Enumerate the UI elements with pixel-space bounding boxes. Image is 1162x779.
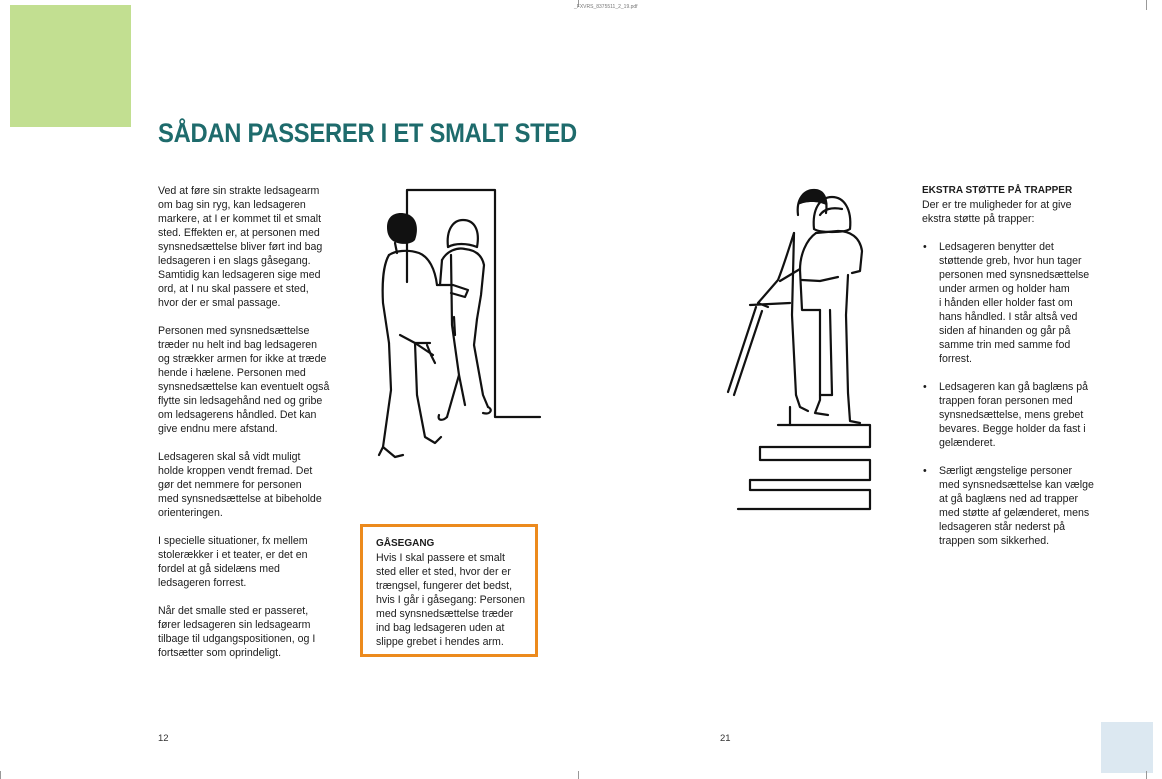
section-intro: Der er tre muligheder for at give ekstra støtte på trapper: [922, 199, 1072, 225]
callout-heading: GÅSEGANG [376, 538, 435, 549]
paragraph: Når det smalle sted er passeret, fører ledsageren sin ledsagearm tilbage til udgangspositionen, og I fortsætter som oprindeligt. [158, 605, 316, 659]
paragraph: Ledsageren skal så vidt muligt holde kroppen vendt fremad. Det gør det nemmere for personen med synsnedsættelse at bibeholde orienteringen. [158, 451, 322, 519]
page-number-right: 21 [720, 733, 731, 744]
paragraph: I specielle situationer, fx mellem stolerækker i et teater, er det en fordel at gå sidelæns med ledsageren forrest. [158, 535, 308, 589]
bullet-icon: • [923, 381, 927, 393]
blue-corner-block [1101, 722, 1153, 773]
left-column [158, 184, 353, 660]
list-item [922, 380, 1102, 450]
paragraph: Personen med synsnedsættelse træder nu helt ind bag ledsageren og strækker armen for ikke at træde hende i hælene. Personen med synsnedsættelse kan eventuelt også flytte sin ledsagehånd ned og gribe om ledsagerens håndled. Det kan give endnu mere afstand. [158, 325, 330, 435]
crop-mark [578, 771, 579, 779]
gasegang-callout-box [360, 524, 538, 657]
crop-mark [1146, 771, 1147, 779]
page-number-left: 12 [158, 733, 169, 744]
crop-mark [0, 771, 1, 779]
list-item-text: Særligt ængstelige personer med synsnedsættelse kan vælge at gå baglæns ned ad trapper med støtte af gelænderet, mens ledsageren står nederst på trappen som sikkerhed. [939, 465, 1094, 547]
bullet-list [922, 240, 1102, 548]
list-item [922, 464, 1102, 548]
page-title: SÅDAN PASSERER I ET SMALT STED [158, 118, 577, 148]
crop-mark [1146, 0, 1147, 10]
bullet-icon: • [923, 241, 927, 253]
person-guiding-through-doorway-illustration [355, 185, 545, 470]
list-item [922, 240, 1102, 366]
paragraph: Ved at føre sin strakte ledsagearm om bag sin ryg, kan ledsageren markere, at I er kommet til et smalt sted. Effekten er, at personen med synsnedsættelse bliver ført ind bag ledsageren i en slags gåsegang. Samtidig kan ledsageren sige med ord, at I nu skal passere et sted, hvor der er smal passage. [158, 185, 323, 309]
right-column [922, 184, 1102, 548]
pdf-filename: _FXVRS_8375511_2_19.pdf [574, 4, 638, 10]
section-heading: EKSTRA STØTTE PÅ TRAPPER [922, 185, 1073, 196]
person-guiding-on-stairs-illustration [720, 185, 900, 510]
callout-text: Hvis I skal passere et smalt sted eller et sted, hvor der er trængsel, fungerer det bedst, hvis I går i gåsegang: Personen med synsnedsættelse træder ind bag ledsageren uden at slippe grebet i hendes arm. [376, 552, 525, 648]
bullet-icon: • [923, 465, 927, 477]
list-item-text: Ledsageren kan gå baglæns på trappen foran personen med synsnedsættelse, mens grebet bevares. Begge holder da fast i gelænderet. [939, 381, 1089, 449]
green-corner-block [10, 5, 131, 127]
list-item-text: Ledsageren benytter det støttende greb, hvor hun tager personen med synsnedsættelse under armen og holder ham i hånden eller holder fast om hans håndled. I står altså ved siden af hinanden og går på samme trin med samme fod forrest. [939, 241, 1090, 365]
